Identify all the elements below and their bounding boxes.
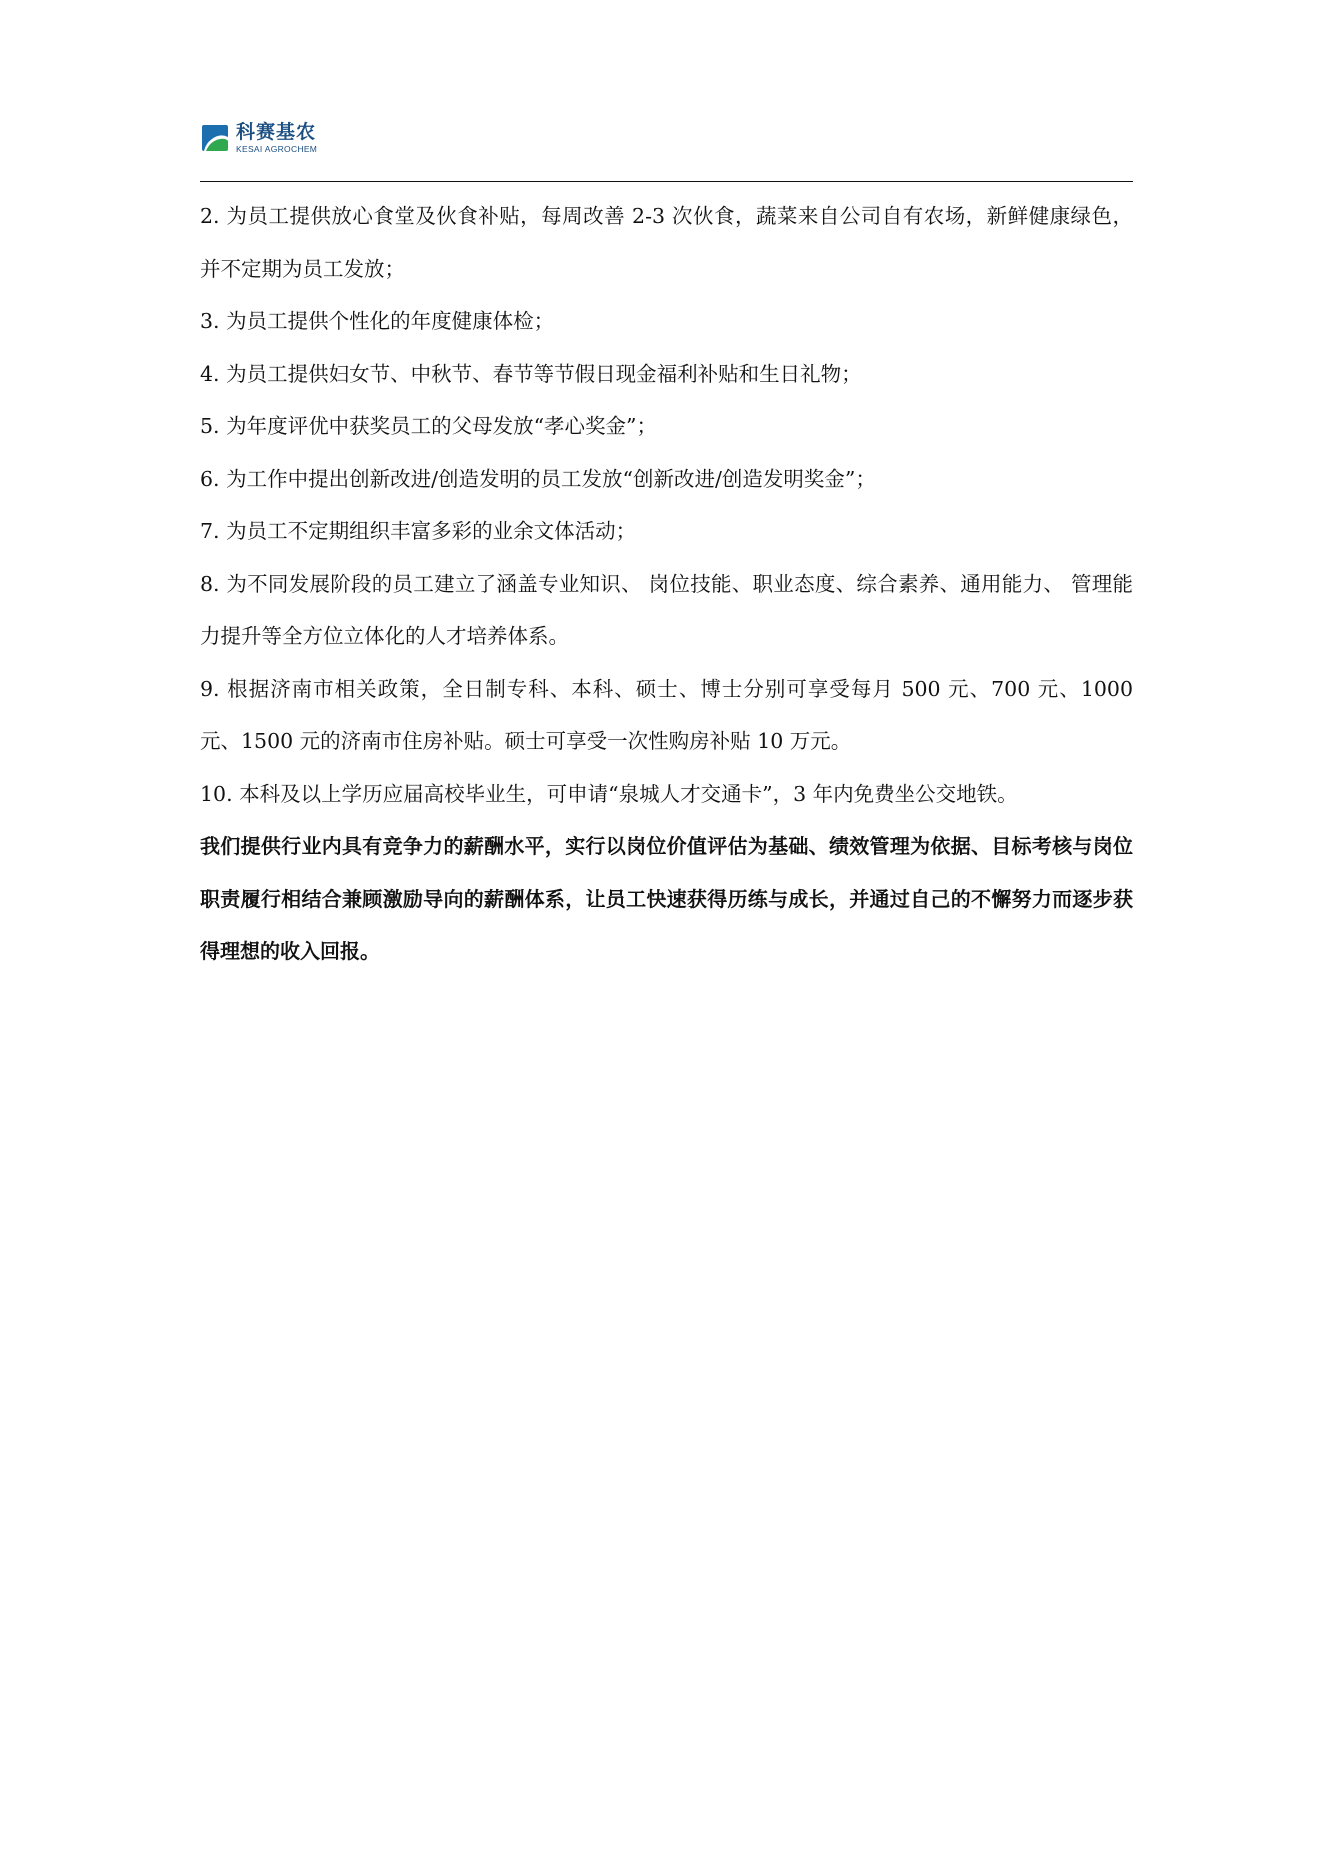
company-logo-text bbox=[236, 120, 318, 154]
leaf-swirl-logo-icon bbox=[200, 123, 230, 153]
benefit-item-5: 5. 为年度评优中获奖员工的父母发放“孝心奖金”； bbox=[200, 414, 658, 438]
benefit-item-6: 6. 为工作中提出创新改进/创造发明的员工发放“创新改进/创造发明奖金”； bbox=[200, 466, 876, 491]
benefit-item-3: 3. 为员工提供个性化的年度健康体检； bbox=[200, 309, 555, 333]
benefit-item-9: 9. 根据济南市相关政策，全日制专科、本科、硕士、博士分别可享受每月 500 元、700 元、1000 元、1500 元的济南市住房补贴。硕士可享受一次性购房补贴 10 万元。 bbox=[200, 676, 1133, 753]
benefit-item-2: 2. 为员工提供放心食堂及伙食补贴，每周改善 2-3 次伙食，蔬菜来自公司自有农场，新鲜健康绿色，并不定期为员工发放； bbox=[200, 204, 1133, 281]
benefit-item-7: 7. 为员工不定期组织丰富多彩的业余文体活动； bbox=[200, 519, 637, 543]
company-name-en: KESAI AGROCHEM bbox=[236, 143, 318, 154]
company-name-cn: 科赛基农 bbox=[236, 120, 317, 143]
benefit-item-8: 8. 为不同发展阶段的员工建立了涵盖专业知识、 岗位技能、职业态度、综合素养、通用能力、 管理能力提升等全方位立体化的人才培养体系。 bbox=[200, 571, 1133, 648]
benefit-item-10: 10. 本科及以上学历应届高校毕业生，可申请“泉城人才交通卡”，3 年内免费坐公交地铁。 bbox=[200, 781, 1018, 806]
page-header bbox=[200, 118, 317, 158]
compensation-summary: 我们提供行业内具有竞争力的薪酬水平，实行以岗位价值评估为基础、绩效管理为依据、目标考核与岗位职责履行相结合兼顾激励导向的薪酬体系，让员工快速获得历练与成长，并通过自己的不懈努力而逐步获得理想的收入回报。 bbox=[200, 834, 1133, 963]
header-divider bbox=[200, 181, 1133, 182]
benefit-item-4: 4. 为员工提供妇女节、中秋节、春节等节假日现金福利补贴和生日礼物； bbox=[200, 361, 862, 386]
document-body bbox=[200, 190, 1133, 978]
